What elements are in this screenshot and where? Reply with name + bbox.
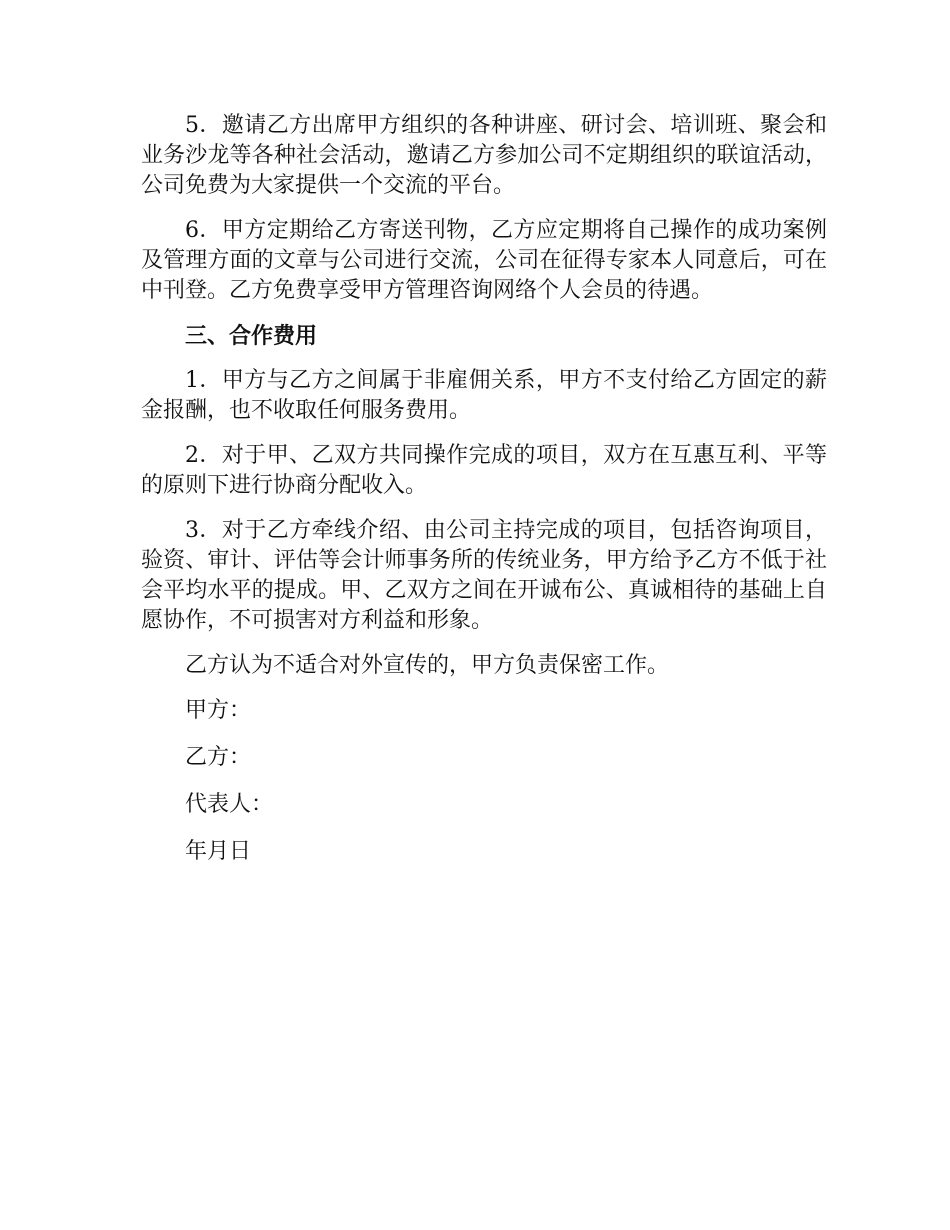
- confidentiality-paragraph: 乙方认为不适合对外宣传的，甲方负责保密工作。: [185, 653, 670, 678]
- document-body: [141, 111, 827, 884]
- signature-party-a: 甲方：: [185, 698, 252, 723]
- signature-representative: 代表人：: [185, 792, 274, 817]
- fee-paragraph-2: 2．对于甲、乙双方共同操作完成的项目，双方在互惠互利、平等的原则下进行协商分配收入。: [141, 443, 827, 498]
- paragraph-item-6: 6．甲方定期给乙方寄送刊物，乙方应定期将自己操作的成功案例及管理方面的文章与公司进行交流，公司在征得专家本人同意后，可在中刊登。乙方免费享受甲方管理咨询网络个人会员的待遇。: [141, 218, 827, 303]
- fee-paragraph-3: 3．对于乙方牵线介绍、由公司主持完成的项目，包括咨询项目，验资、审计、评估等会计师事务所的传统业务，甲方给予乙方不低于社会平均水平的提成。甲、乙双方之间在开诚布公、真诚相待的基础上自愿协作，不可损害对方利益和形象。: [141, 518, 827, 633]
- paragraph-item-5: 5．邀请乙方出席甲方组织的各种讲座、研讨会、培训班、聚会和业务沙龙等各种社会活动，邀请乙方参加公司不定期组织的联谊活动，公司免费为大家提供一个交流的平台。: [141, 113, 827, 198]
- section-heading-fees: 三、合作费用: [185, 323, 318, 349]
- signature-party-b: 乙方：: [185, 745, 252, 770]
- fee-paragraph-1: 1．甲方与乙方之间属于非雇佣关系，甲方不支付给乙方固定的薪金报酬，也不收取任何服务费用。: [141, 368, 827, 423]
- signature-date: 年月日: [185, 839, 252, 864]
